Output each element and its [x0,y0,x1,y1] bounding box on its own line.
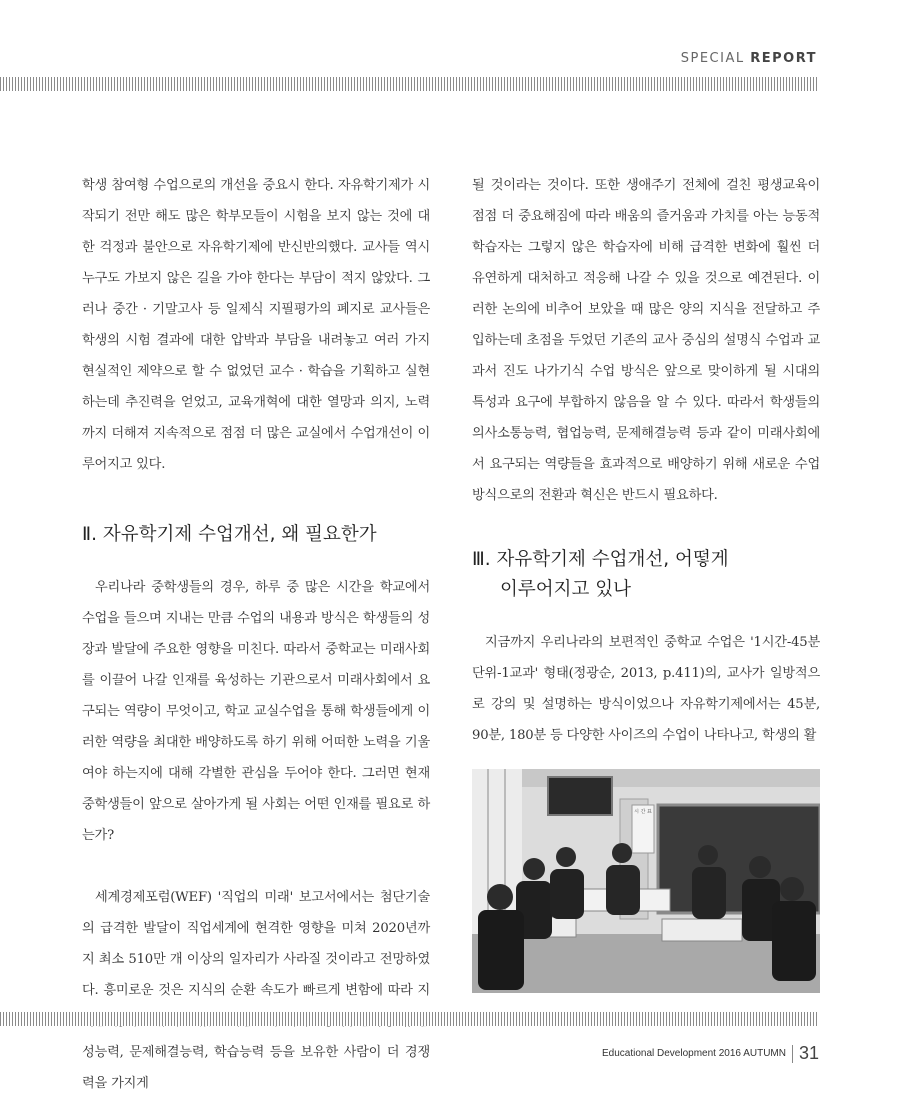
right-paragraph-2: 지금까지 우리나라의 보편적인 중학교 수업은 '1시간-45분 단위-1교과' 형태(정광순, 2013, p.411)의, 교사가 일방적으로 강의 및 설명하는 방식이었으나 자유학기제에서는 45분, 90분, 180분 등 다양한 사이즈의 수업이 나타나고, 학생의 활 [472,635,820,743]
right-column [472,170,820,993]
heading-section-2: Ⅱ. 자유학기제 수업개선, 왜 필요한가 [82,524,377,545]
section-label-special: SPECIAL [680,51,745,66]
heading-section-3-line-1: Ⅲ. 자유학기제 수업개선, 어떻게 [472,549,729,570]
footer-divider [792,1045,793,1063]
footer-stripe [0,1012,818,1026]
magazine-name: Educational Development 2016 AUTUMN [601,1048,786,1059]
right-paragraph-1: 될 것이라는 것이다. 또한 생애주기 전체에 걸친 평생교육이 점점 더 중요해짐에 따라 배움의 즐거움과 가치를 아는 능동적 학습자는 그렇지 않은 학습자에 비해 급격한 변화에 훨씬 더 유연하게 대처하고 적응해 나갈 수 있을 것으로 예견된다. 이러한 논의에 비추어 보았을 때 많은 양의 지식을 전달하고 주입하는데 초점을 두었던 기존의 교사 중심의 설명식 수업과 교과서 진도 나가기식 수업 방식은 앞으로 맞이하게 될 시대의 특성과 요구에 부합하지 않음을 알 수 있다. 따라서 학생들의 의사소통능력, 협업능력, 문제해결능력 등과 같이 미래사회에서 요구되는 역량들을 효과적으로 배양하기 위해 새로운 수업방식으로의 전환과 혁신은 반드시 필요하다. [472,178,820,503]
section-label [681,51,817,66]
heading-section-3 [472,545,820,605]
left-paragraph-3: 세계경제포럼(WEF) '직업의 미래' 보고서에서는 첨단기술의 급격한 발달이 직업세계에 현격한 영향을 미쳐 2020년까지 최소 510만 개 이상의 일자리가 사라질 것이라고 전망하였다. 흥미로운 것은 지식의 순환 속도가 빠르게 변함에 따라 지 성능력, 문제해결능력, 학습능력 등을 보유한 사람이 더 경쟁력을 가지게 [82,890,430,1091]
left-paragraph-2: 우리나라 중학생들의 경우, 하루 중 많은 시간을 학교에서 수업을 들으며 지내는 만큼 수업의 내용과 방식은 학생들의 성장과 발달에 주요한 영향을 미친다. 따라서 중학교는 미래사회를 이끌어 나갈 인재를 육성하는 기관으로서 미래사회에서 요구되는 역량이 무엇이고, 학교 교실수업을 통해 학생들에게 이러한 역량을 최대한 배양하도록 하기 위해 어떠한 노력을 기울여야 하는지에 대해 각별한 관심을 두어야 한다. 그러면 현재 중학생들이 앞으로 살아가게 될 사회는 어떤 인재를 필요로 하는가? [82,580,430,843]
heading-section-3-line-2: 이루어지고 있나 [500,579,631,600]
left-paragraph-1: 학생 참여형 수업으로의 개선을 중요시 한다. 자유학기제가 시작되기 전만 해도 많은 학부모들이 시험을 보지 않는 것에 대한 걱정과 불안으로 자유학기제에 반신반의했다. 교사들 역시 누구도 가보지 않은 길을 가야 한다는 부담이 적지 않았다. 그러나 중간 · 기말고사 등 일제식 지필평가의 폐지로 교사들은 학생의 시험 결과에 대한 압박과 부담을 내려놓고 여러 가지 현실적인 제약으로 할 수 없었던 교수 · 학습을 기획하고 실현하는데 추진력을 얻었고, 교육개혁에 대한 열망과 의지, 노력까지 더해져 지속적으로 점점 더 많은 교실에서 수업개선이 이루어지고 있다. [82,178,430,472]
section-label-report: REPORT [750,51,817,66]
classroom-photo-illustration [472,769,820,993]
left-column [82,170,430,1099]
page-number: 31 [798,1043,819,1063]
classroom-photo [472,769,820,993]
header-stripe [0,77,818,91]
page-footer [602,1043,819,1064]
board-sign: 시 간 표 [634,809,652,815]
